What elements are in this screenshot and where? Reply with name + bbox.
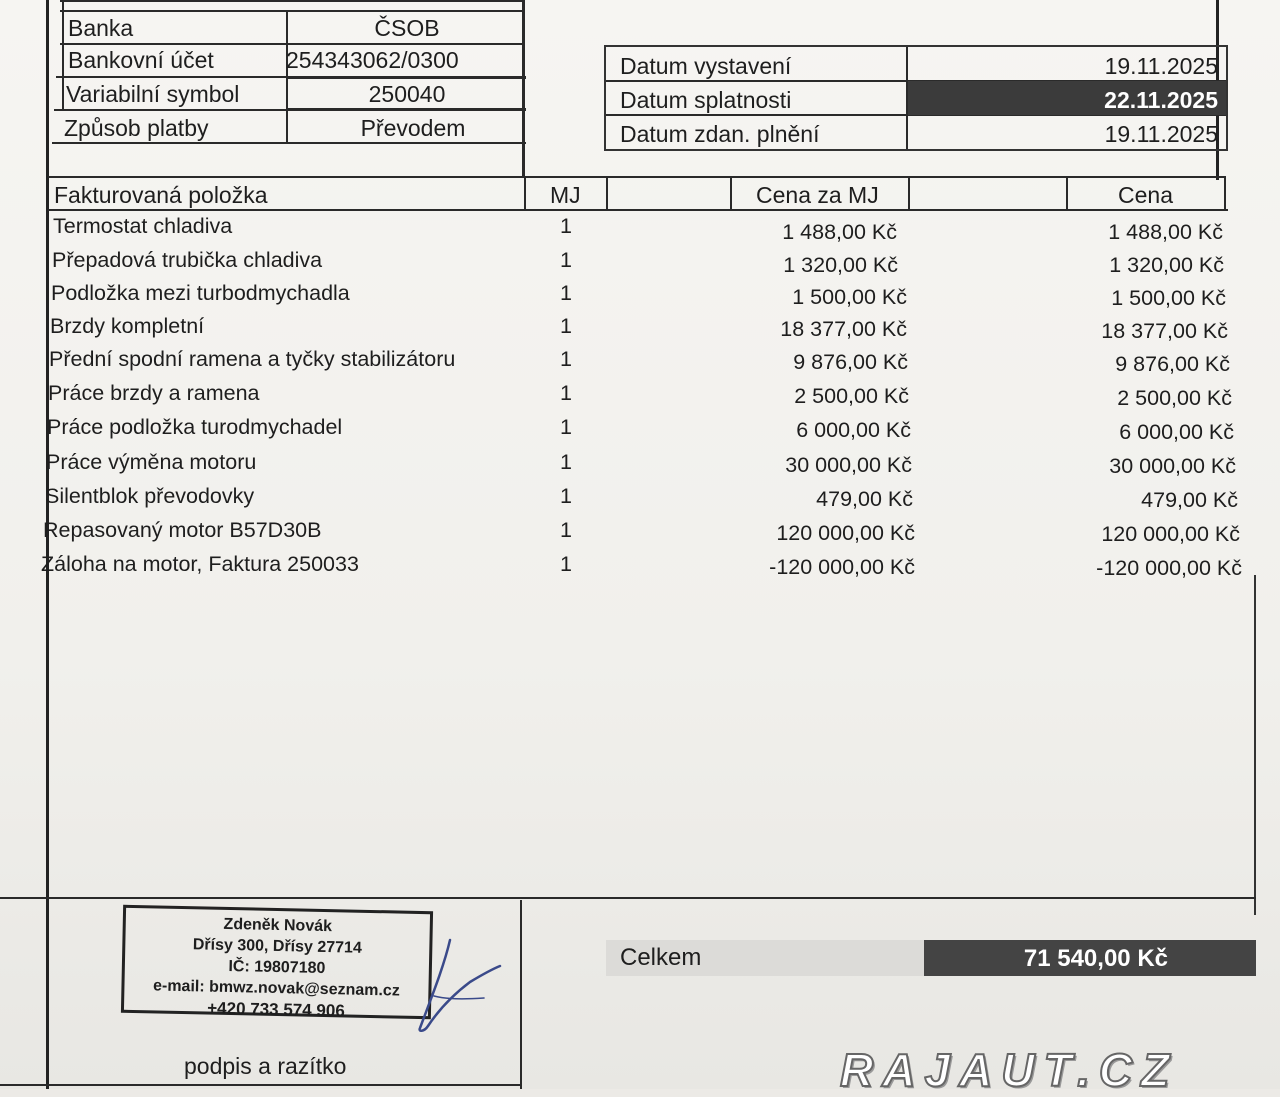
- bank-value: ČSOB: [374, 15, 440, 41]
- item-unit-price: -120 000,00 Kč: [769, 555, 915, 579]
- table-row: [48, 381, 1248, 414]
- table-row: [46, 450, 1246, 483]
- item-qty: 1: [560, 281, 572, 305]
- header-unit-price: Cena za MJ: [756, 182, 879, 208]
- item-price: 1 500,00 Kč: [1111, 286, 1226, 310]
- item-qty: 1: [560, 381, 572, 405]
- item-qty: 1: [560, 248, 572, 272]
- issued-date-value: 19.11.2025: [1104, 53, 1218, 79]
- item-price: 2 500,00 Kč: [1117, 386, 1232, 410]
- items-table-header: [48, 177, 1226, 209]
- bank-row-variable-symbol: [60, 78, 524, 111]
- item-qty: 1: [560, 314, 572, 338]
- item-name: Termostat chladiva: [53, 214, 233, 238]
- item-qty: 1: [560, 415, 572, 439]
- total-value: 71 540,00 Kč: [1023, 945, 1168, 972]
- item-name: Práce výměna motoru: [46, 450, 257, 474]
- item-unit-price: 1 488,00 Kč: [782, 220, 897, 244]
- bank-table-line: [60, 0, 524, 2]
- stamp-email: e-mail: bmwz.novak@seznam.cz: [152, 977, 400, 1000]
- bank-row-payment-method: [60, 112, 524, 145]
- footer-bottom-line: [0, 1084, 520, 1086]
- table-row: [52, 248, 1252, 281]
- item-name: Silentblok převodovky: [45, 484, 255, 508]
- variable-symbol-label: Variabilní symbol: [66, 81, 240, 107]
- item-name: Brzdy kompletní: [50, 314, 205, 338]
- item-unit-price: 1 320,00 Kč: [783, 253, 898, 277]
- item-name: Podložka mezi turbodmychadla: [51, 281, 350, 305]
- item-qty: 1: [560, 214, 572, 238]
- bank-label: Banka: [68, 15, 134, 41]
- item-unit-price: 479,00 Kč: [816, 487, 913, 511]
- due-date-value: 22.11.2025: [1104, 87, 1218, 113]
- table-row: [45, 484, 1245, 517]
- item-qty: 1: [560, 552, 572, 576]
- item-name: Repasovaný motor B57D30B: [43, 518, 322, 542]
- item-unit-price: 18 377,00 Kč: [780, 317, 907, 341]
- taxable-date-value: 19.11.2025: [1104, 121, 1218, 147]
- item-name: Záloha na motor, Faktura 250033: [41, 552, 359, 576]
- item-price: 1 488,00 Kč: [1108, 220, 1223, 244]
- payment-method-value: Převodem: [360, 115, 466, 141]
- header-item: Fakturovaná položka: [54, 182, 268, 208]
- item-unit-price: 6 000,00 Kč: [796, 418, 911, 442]
- item-unit-price: 120 000,00 Kč: [776, 521, 915, 545]
- item-price: 6 000,00 Kč: [1119, 420, 1234, 444]
- item-price: -120 000,00 Kč: [1096, 556, 1242, 580]
- stamp-phone: +420 733 574 906: [207, 998, 345, 1021]
- handwritten-signature: [414, 936, 514, 1036]
- item-price: 30 000,00 Kč: [1109, 454, 1236, 478]
- header-price: Cena: [1118, 182, 1173, 208]
- item-price: 120 000,00 Kč: [1101, 522, 1240, 546]
- account-label: Bankovní účet: [68, 47, 214, 73]
- total-label: Celkem: [620, 944, 702, 971]
- item-name: Práce brzdy a ramena: [48, 381, 260, 405]
- stamp-ic: IČ: 19807180: [228, 957, 326, 978]
- date-row-due: [606, 81, 1226, 115]
- payment-method-label: Způsob platby: [64, 115, 209, 141]
- table-row: [47, 415, 1247, 448]
- table-row: [43, 518, 1243, 551]
- item-price: 1 320,00 Kč: [1109, 253, 1224, 277]
- dates-table: [604, 45, 1228, 151]
- item-unit-price: 9 876,00 Kč: [793, 350, 908, 374]
- date-row-issued: [606, 47, 1226, 81]
- item-qty: 1: [560, 347, 572, 371]
- item-qty: 1: [560, 450, 572, 474]
- total-label-box: [606, 940, 924, 976]
- footer-top-line: [0, 897, 1256, 899]
- item-name: Práce podložka turodmychadel: [47, 415, 343, 439]
- account-value: 254343062/0300: [286, 47, 459, 73]
- table-row: [53, 214, 1253, 247]
- due-date-label: Datum splatnosti: [620, 87, 792, 113]
- company-stamp: [121, 905, 433, 1019]
- variable-symbol-value: 250040: [368, 81, 446, 107]
- stamp-address: Dřísy 300, Dřísy 27714: [192, 936, 362, 957]
- item-unit-price: 30 000,00 Kč: [785, 453, 912, 477]
- bank-row-account: [60, 44, 524, 77]
- total-value-box: [924, 940, 1256, 976]
- signature-caption: podpis a razítko: [184, 1053, 347, 1079]
- item-qty: 1: [560, 484, 572, 508]
- footer-divider: [520, 900, 522, 1089]
- item-qty: 1: [560, 518, 572, 542]
- item-name: Přední spodní ramena a tyčky stabilizátoru: [49, 347, 456, 371]
- header-unit: MJ: [550, 182, 581, 208]
- frame-right-border-lower: [1254, 575, 1256, 915]
- stamp-name: Zdeněk Novák: [223, 915, 333, 936]
- issued-date-label: Datum vystavení: [620, 53, 792, 79]
- item-unit-price: 2 500,00 Kč: [794, 384, 909, 408]
- item-price: 18 377,00 Kč: [1101, 319, 1228, 343]
- bank-row-bank: [60, 12, 524, 45]
- item-price: 479,00 Kč: [1141, 488, 1238, 512]
- table-row: [51, 281, 1251, 314]
- item-name: Přepadová trubička chladiva: [52, 248, 323, 272]
- date-row-taxable: [606, 115, 1226, 149]
- table-row: [50, 314, 1250, 347]
- taxable-date-label: Datum zdan. plnění: [620, 121, 820, 147]
- table-row: [49, 347, 1249, 380]
- watermark-logo: RAJAUT.CZ: [840, 1044, 1179, 1096]
- item-unit-price: 1 500,00 Kč: [792, 285, 907, 309]
- table-row: [41, 552, 1241, 585]
- items-header-bottom-line: [48, 209, 1228, 211]
- item-price: 9 876,00 Kč: [1115, 352, 1230, 376]
